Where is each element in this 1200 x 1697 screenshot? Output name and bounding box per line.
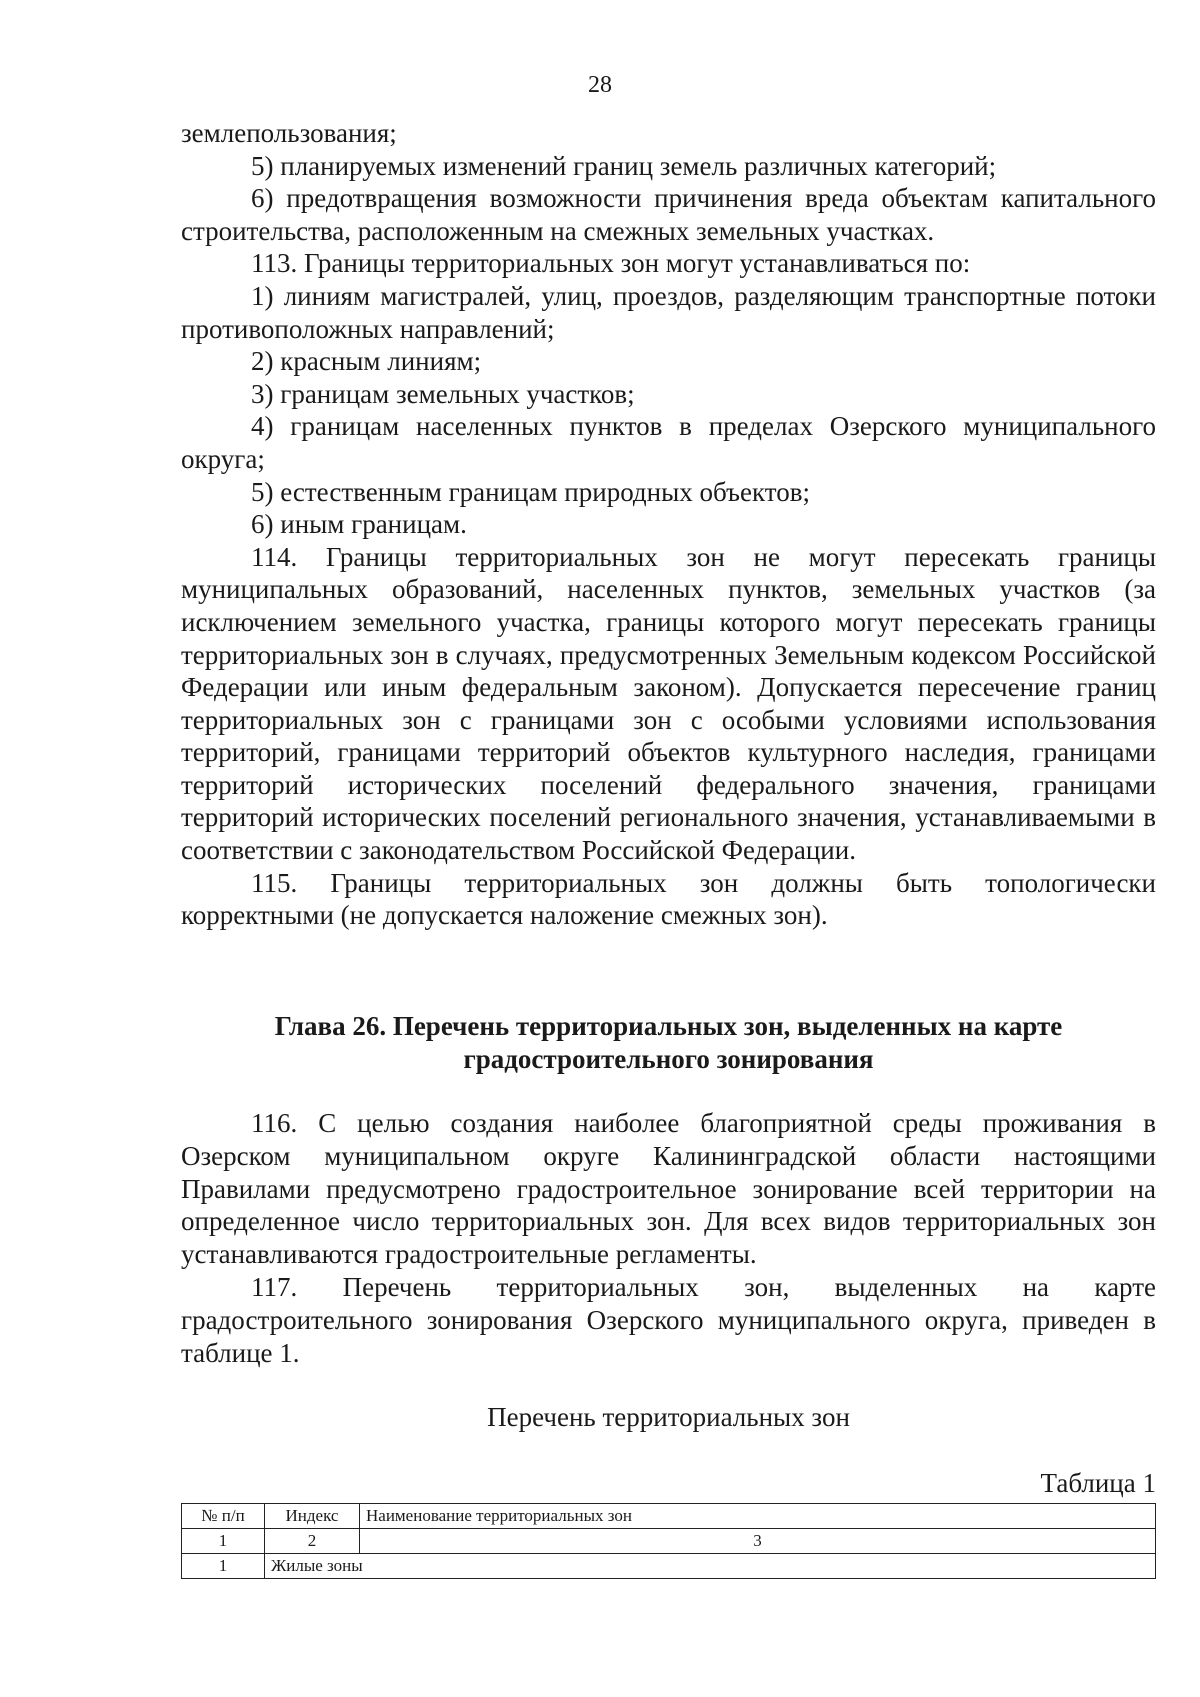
numbering-cell: 2 [265, 1529, 360, 1554]
table-title: Перечень территориальных зон [487, 1402, 850, 1432]
paragraph: 3) границам земельных участков; [251, 378, 635, 409]
paragraph: землепользования; [181, 118, 397, 148]
paragraph: 113. Границы территориальных зон могут устанавливаться по: [251, 248, 971, 279]
table-numbering-row [182, 1529, 1156, 1554]
table-label: Таблица 1 [1040, 1468, 1156, 1498]
row-name-cell: Жилые зоны [265, 1554, 1156, 1579]
chapter-heading-line-1: Глава 26. Перечень территориальных зон, выделенных на карте [274, 1011, 1063, 1041]
table-header-row [182, 1504, 1156, 1529]
numbering-cell: 3 [360, 1529, 1156, 1554]
header-cell-number: № п/п [182, 1504, 265, 1529]
paragraph: 5) естественным границам природных объектов; [251, 476, 810, 507]
paragraph: 117. Перечень территориальных зон, выделенных на карте градостроительного зонирования Озерского муниципального округа, приведен в таблице 1. [181, 1271, 1156, 1368]
paragraph: 115. Границы территориальных зон должны быть топологически корректными (не допускается наложение смежных зон). [181, 867, 1156, 931]
table-row [182, 1554, 1156, 1579]
header-cell-name: Наименование территориальных зон [360, 1504, 1156, 1529]
body-text-top [181, 117, 1156, 932]
paragraph: 6) предотвращения возможности причинения вреда объектам капитального строительства, расположенным на смежных земельных участках. [181, 183, 1156, 246]
paragraph: 6) иным границам. [251, 509, 467, 540]
numbering-cell: 1 [182, 1529, 265, 1554]
paragraph: 5) планируемых изменений границ земель различных категорий; [251, 150, 997, 181]
paragraph: 114. Границы территориальных зон не могут пересекать границы муниципальных образований, населенных пунктов, земельных участков (за исключением земельного участка, границы которого могут пересекать границы территориальных зон в случаях, предусмотренных Земельным кодексом Российской Федерации или иным федеральным законом). Допускается пересечение границ территориальных зон с границами зон с особыми условиями использования территорий, границами территорий объектов культурного наследия, границами территорий исторических поселений федерального значения, границами территорий исторических поселений регионального значения, устанавливаемыми в соответствии с законодательством Российской Федерации. [181, 541, 1156, 866]
chapter-heading [181, 1010, 1156, 1076]
paragraph: 2) красным линиям; [251, 346, 482, 377]
row-number-cell: 1 [182, 1554, 265, 1579]
zones-table [181, 1503, 1156, 1579]
paragraph: 4) границам населенных пунктов в пределах Озерского муниципального округа; [181, 411, 1156, 474]
body-text-bottom [181, 1107, 1156, 1369]
header-cell-index: Индекс [265, 1504, 360, 1529]
page-number: 28 [588, 72, 612, 98]
paragraph: 1) линиям магистралей, улиц, проездов, разделяющим транспортные потоки противоположных направлений; [181, 280, 1156, 344]
paragraph: 116. С целью создания наиболее благоприятной среды проживания в Озерском муниципальном округе Калининградской области настоящими Правилами предусмотрено градостроительное зонирование всей территории на определенное число территориальных зон. Для всех видов территориальных зон устанавливаются градостроительные регламенты. [181, 1108, 1156, 1270]
chapter-heading-line-2: градостроительного зонирования [463, 1044, 874, 1074]
